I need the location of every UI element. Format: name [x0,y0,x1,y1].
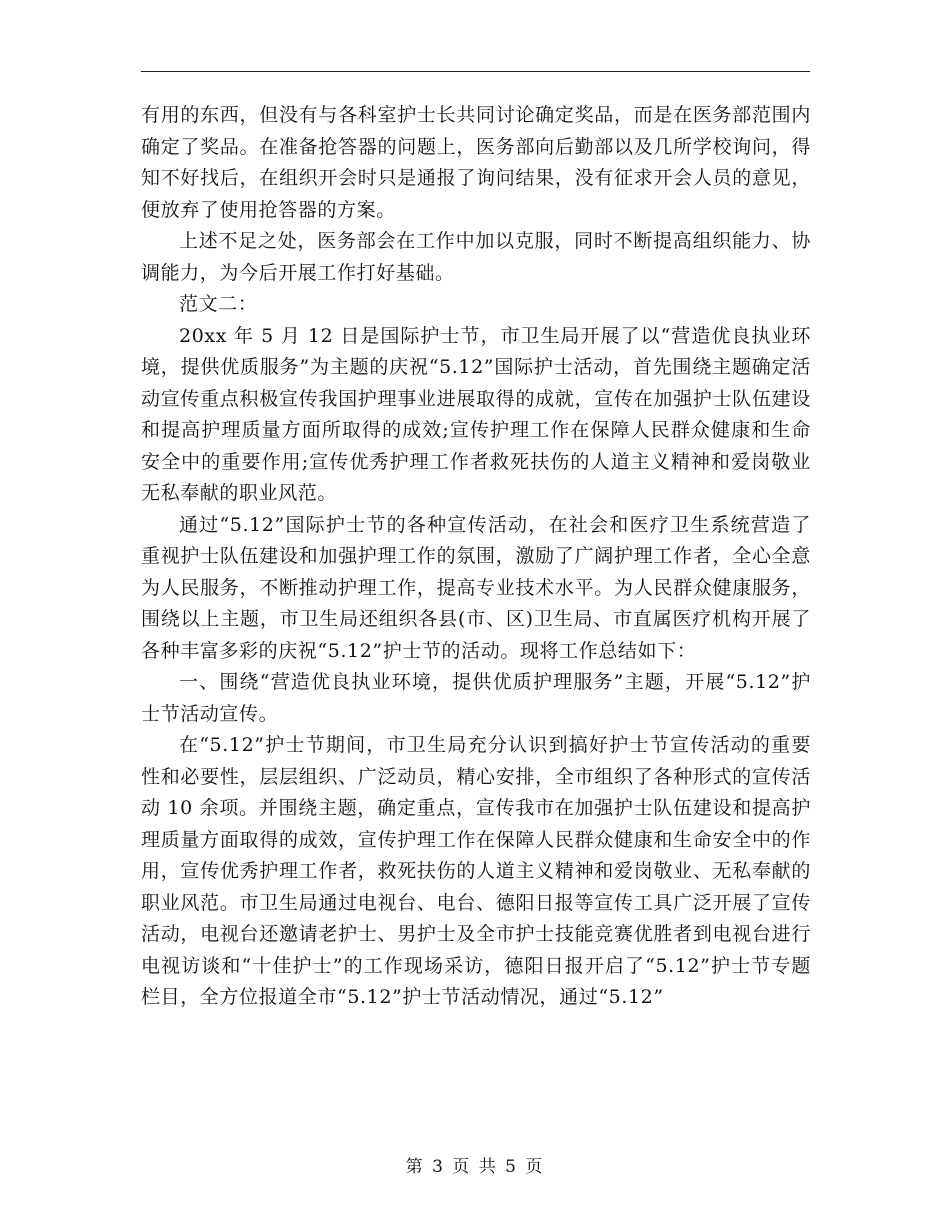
page-footer [0,1152,950,1177]
paragraph-5: 通过“5.12”国际护士节的各种宣传活动，在社会和医疗卫生系统营造了重视护士队伍建设和加强护理工作的氛围，激励了广阔护理工作者，全心全意为人民服务，不断推动护理工作，提高专业技术水平。为人民群众健康服务，围绕以上主题，市卫生局还组织各县(市、区)卫生局、市直属医疗机构开展了各种丰富多彩的庆祝“5.12”护士节的活动。现将工作总结如下： [141,513,811,662]
paragraph-4: 20xx 年 5 月 12 日是国际护士节，市卫生局开展了以“营造优良执业环境，提供优质服务”为主题的庆祝“5.12”国际护士活动，首先围绕主题确定活动宣传重点积极宣传我国护理事业进展取得的成就，宣传在加强护士队伍建设和提高护理质量方面所取得的成效;宣传护理工作在保障人民群众健康和生命安全中的重要作用;宣传优秀护理工作者救死扶伤的人道主义精神和爱岗敬业无私奉献的职业风范。 [141,324,811,504]
page-number: 第 3 页 共 5 页 [405,1157,545,1177]
header-rule [141,71,810,72]
paragraph-7: 在“5.12”护士节期间，市卫生局充分认识到搞好护士节宣传活动的重要性和必要性，层层组织、广泛动员，精心安排，全市组织了各种形式的宣传活动 10 余项。并围绕主题，确定重点，宣传我市在加强护士队伍建设和提高护理质量方面取得的成效，宣传护理工作在保障人民群众健康和生命安全中的作用，宣传优秀护理工作者，救死扶伤的人道主义精神和爱岗敬业、无私奉献的职业风范。市卫生局通过电视台、电台、德阳日报等宣传工具广泛开展了宣传活动，电视台还邀请老护士、男护士及全市护士技能竞赛优胜者到电视台进行电视访谈和“十佳护士”的工作现场采访，德阳日报开启了“5.12”护士节专题栏目，全方位报道全市“5.12”护士节活动情况，通过“5.12” [141,734,811,1008]
document-body [141,100,811,1014]
paragraph-2: 上述不足之处，医务部会在工作中加以克服，同时不断提高组织能力、协调能力，为今后开展工作打好基础。 [141,230,811,284]
section-heading-1: 一、围绕“营造优良执业环境，提供优质护理服务”主题，开展“5.12”护士节活动宣传。 [141,671,811,725]
paragraph-1: 有用的东西，但没有与各科室护士长共同讨论确定奖品，而是在医务部范围内确定了奖品。在准备抢答器的问题上，医务部向后勤部以及几所学校询问，得知不好找后，在组织开会时只是通报了询问结果，没有征求开会人员的意见，便放弃了使用抢答器的方案。 [141,104,811,221]
section-heading-fanwen-er: 范文二： [179,293,258,315]
